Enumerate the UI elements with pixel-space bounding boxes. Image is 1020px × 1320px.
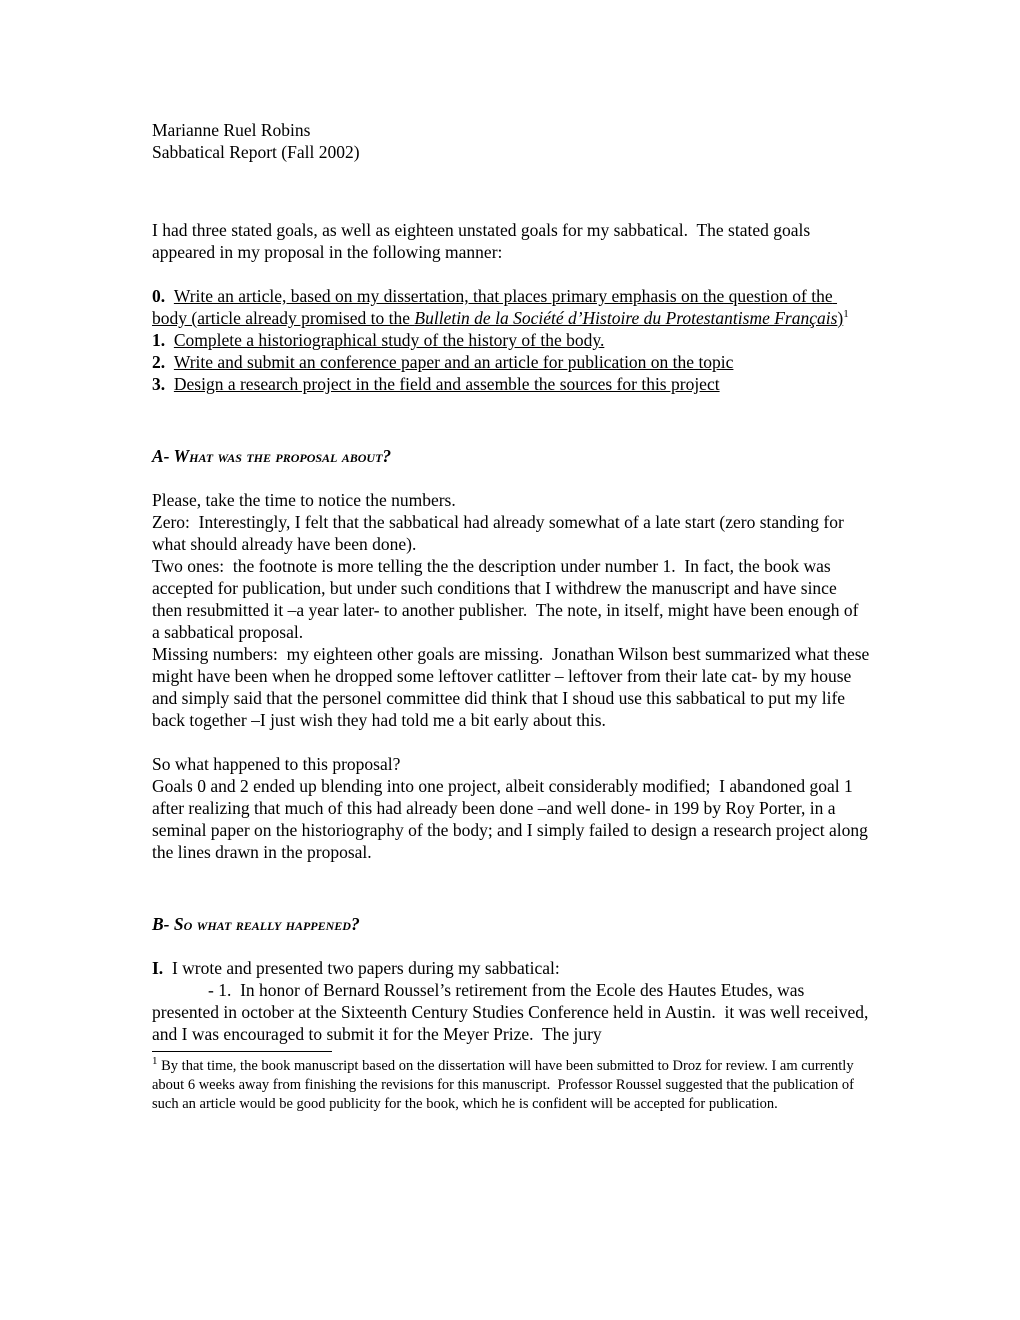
title-line: Sabbatical Report (Fall 2002) [152, 142, 360, 162]
paragraph: Missing numbers: my eighteen other goals are missing. Jonathan Wilson best summarized what these might have been when he dropped some leftover catlitter – leftover from their late cat- by my house and simply said that the personel committee did think that I shoud use this sabbatical to put my life back together –I just wish they had told me a bit early about this. [152, 644, 874, 730]
goal-text: Complete a historiographical study of the history of the body. [173, 330, 605, 350]
item-number: I. [152, 958, 172, 978]
paragraph: So what happened to this proposal? [152, 754, 401, 774]
section-b-heading: B- So what really happened? [152, 914, 360, 934]
section-b-sub-paragraph: - 1. In honor of Bernard Roussel’s retirement from the Ecole des Hautes Etudes, was presented in october at the Sixteenth Century Studies Conference held in Austin. it was well received, and I was encouraged to submit it for the Meyer Prize. The jury [152, 980, 873, 1044]
goal-text-close: ) [837, 308, 844, 328]
goal-number: 2. [152, 352, 174, 372]
footnote-reference: 1 [843, 308, 849, 321]
section-a-heading: A- What was the proposal about? [152, 446, 392, 466]
goal-item-3 [152, 373, 870, 395]
goal-number: 3. [152, 374, 174, 394]
author-line: Marianne Ruel Robins [152, 120, 311, 140]
item-text: I wrote and presented two papers during my sabbatical: [171, 958, 560, 978]
footnote-text: By that time, the book manuscript based on the dissertation will have been submitted to Droz for review. I am currently about 6 weeks away from finishing the revisions for this manuscript. Professor Roussel suggested that the publication of such an article would be good publicity for the book, which he is confident will be accepted for publication. [152, 1058, 858, 1112]
section-b-item [152, 957, 870, 979]
footnote-number: 1 [152, 1055, 158, 1068]
goal-item-0 [152, 285, 870, 329]
goals-list [152, 285, 870, 395]
journal-title: Bulletin de la Société d’Histoire du Protestantisme Français [414, 308, 838, 328]
paragraph: Two ones: the footnote is more telling the the description under number 1. In fact, the book was accepted for publication, but under such conditions that I withdrew the manuscript and have since then resubmitted it –a year later- to another publisher. The note, in itself, might have been enough of a sabbatical proposal. [152, 556, 863, 642]
goal-number: 1. [152, 330, 174, 350]
paragraph: Please, take the time to notice the numbers. [152, 490, 456, 510]
goal-item-1 [152, 329, 870, 351]
goal-text: Write and submit an conference paper and an article for publication on the topic [173, 352, 734, 372]
footnote [152, 1057, 870, 1114]
document-header [152, 119, 870, 163]
intro-paragraph: I had three stated goals, as well as eighteen unstated goals for my sabbatical. The stated goals appeared in my proposal in the following manner: [152, 220, 815, 262]
footnote-separator [152, 1051, 332, 1052]
paragraph: Goals 0 and 2 ended up blending into one project, albeit considerably modified; I abandoned goal 1 after realizing that much of this had already been done –and well done- in 199 by Roy Porter, in a seminal paper on the historiography of the body; and I simply failed to design a research project along the lines drawn in the proposal. [152, 776, 873, 862]
section-a-block-1 [152, 489, 874, 731]
goal-text: Write an article, based on my dissertation, that places primary emphasis on the question of the body (article already promised to the [152, 286, 838, 328]
goal-text: Design a research project in the field and assemble the sources for this project [173, 374, 720, 394]
goal-number: 0. [152, 286, 174, 306]
paragraph: Zero: Interestingly, I felt that the sabbatical had already somewhat of a late start (zero standing for what should already have been done). [152, 512, 849, 554]
footnote-area [152, 1051, 870, 1114]
section-a-block-2 [152, 753, 873, 863]
goal-item-2 [152, 351, 870, 373]
